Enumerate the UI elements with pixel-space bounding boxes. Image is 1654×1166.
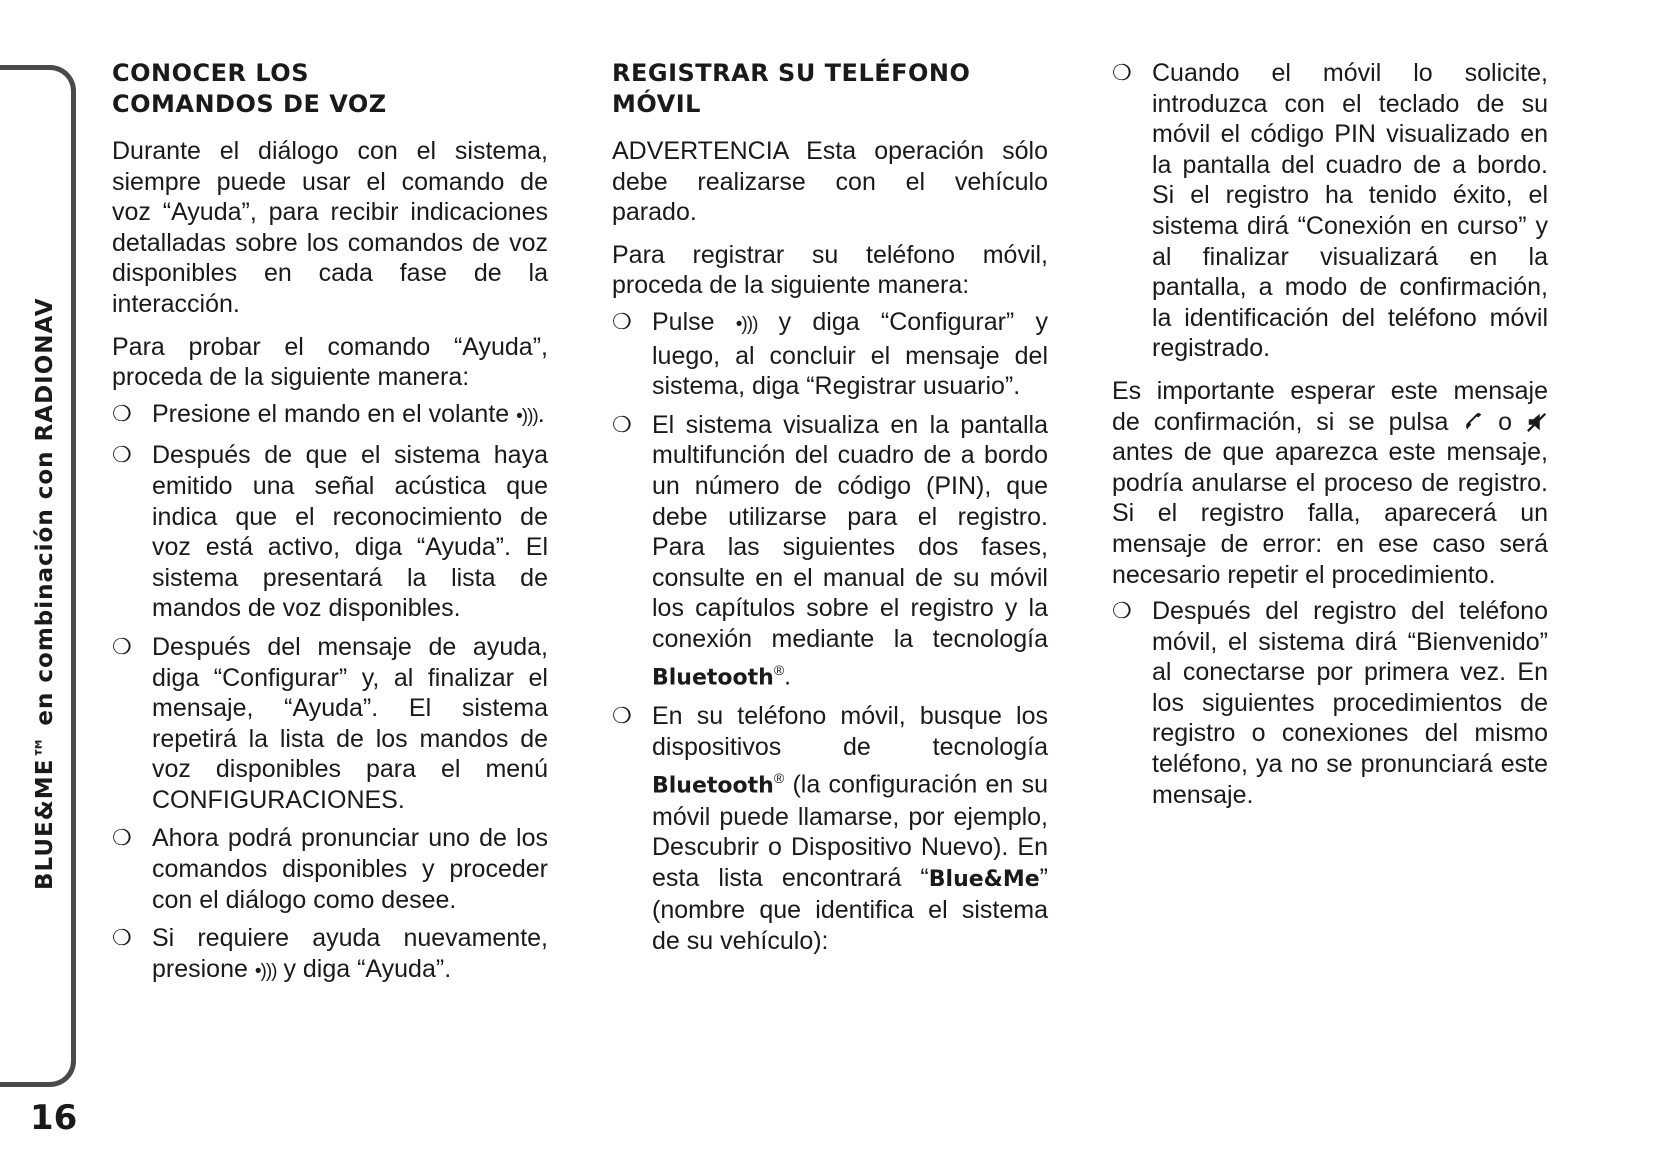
warning-paragraph: ADVERTENCIA Esta operación sólo debe realizarse con el vehículo parado. — [612, 137, 1048, 227]
list-item — [112, 823, 548, 915]
bullet-icon: ❍ — [612, 703, 632, 729]
list-item-text: Cuando el móvil lo solicite, introduzca con el teclado de su móvil el código PIN visualizado en la pantalla del cuadro de a bordo. Si el registro ha tenido éxito, el sistema dirá “Conexión en curso” y al finalizar visualizará en la pantalla, a modo de confirmación, la identificación del teléfono móvil registrado. — [1152, 59, 1548, 363]
list-item-text: El sistema visualiza en la pantalla multifunción del cuadro de a bordo un número de código (PIN), que debe utilizarse para el registro. Para las siguientes dos fases, consulte en el manual de su móvil los capítulos sobre el registro y la conexión mediante la tecnología — [652, 410, 1048, 653]
paragraph-text: Es importante esperar este mensaje de confirmación, si se pulsa — [1112, 376, 1548, 436]
paragraph — [1112, 376, 1548, 590]
voice-button-icon: •))) — [735, 313, 758, 335]
list-item-text: Después de que el sistema haya emitido una señal acústica que indica que el reconocimiento de voz está activo, diga “Ayuda”. El sistema presentará la lista de mandos de voz disponibles. — [152, 441, 548, 623]
bullet-icon: ❍ — [612, 308, 632, 334]
list-item-text: y diga “Ayuda”. — [276, 954, 452, 983]
speaker-mute-icon — [1526, 411, 1548, 433]
paragraph: Para probar el comando “Ayuda”, proceda de la siguiente manera: — [112, 332, 548, 392]
page-number: 16 — [30, 1098, 78, 1138]
registered-mark: ® — [773, 661, 785, 678]
bluetooth-brand: Bluetooth — [652, 664, 774, 690]
side-tab-title: BLUE&ME™ en combinación con RADIONAV — [32, 297, 58, 890]
heading-line: CONOCER LOS — [112, 59, 309, 87]
list-item-text: Presione el mando en el volante — [152, 399, 517, 428]
bullet-icon: ❍ — [112, 400, 132, 426]
paragraph-text: antes de que aparezca este mensaje, podría anularse el proceso de registro. Si el registro falla, aparecerá un mensaje de error: en ese caso será necesario repetir el procedimiento. — [1112, 438, 1548, 589]
bullet-icon: ❍ — [112, 925, 132, 951]
heading-line: COMANDOS DE VOZ — [112, 90, 387, 118]
list-item-text: y diga “Configurar” y luego, al concluir el mensaje del sistema, diga “Registrar usuario”. — [652, 307, 1048, 401]
bullet-icon: ❍ — [1112, 598, 1132, 624]
list-item — [112, 399, 548, 433]
bluetooth-brand: Bluetooth — [652, 772, 774, 798]
voice-button-icon: •))) — [516, 405, 538, 427]
list-item — [112, 632, 548, 816]
column-1 — [112, 58, 548, 995]
paragraph-text: o — [1484, 407, 1526, 436]
paragraph: Durante el diálogo con el sistema, siempre puede usar el comando de voz “Ayuda”, para recibir indicaciones detalladas sobre los comandos de voz disponibles en cada fase de la interacción. — [112, 137, 548, 318]
list-item — [112, 923, 548, 987]
bullet-icon: ❍ — [612, 411, 632, 437]
section-heading-voice-commands — [112, 58, 548, 120]
list-item — [1112, 596, 1548, 810]
list-item-text: Si requiere ayuda nuevamente, presione — [152, 924, 548, 983]
list-item-text: Después del mensaje de ayuda, diga “Configurar” y, al finalizar el mensaje, “Ayuda”. El sistema repetirá la lista de los mandos de voz disponibles para el menú CONFIGURACIONES. — [152, 632, 548, 814]
section-heading-register-phone — [612, 58, 1048, 120]
list-item-text: En su teléfono móvil, busque los dispositivos de tecnología — [652, 702, 1048, 762]
bullet-icon: ❍ — [112, 825, 132, 851]
list-item-text: Ahora podrá pronunciar uno de los comandos disponibles y proceder con el diálogo como desee. — [152, 824, 548, 914]
paragraph: Para registrar su teléfono móvil, proceda de la siguiente manera: — [612, 240, 1048, 300]
voice-button-icon: •))) — [254, 960, 277, 982]
list-item — [612, 307, 1048, 402]
bullet-icon: ❍ — [112, 442, 132, 468]
list-item-text: . — [784, 661, 792, 690]
list-item-text: Después del registro del teléfono móvil, el sistema dirá “Bienvenido” al conectarse por primera vez. En los siguientes procedimientos de registro o conexiones del mismo teléfono, ya no se pronunciará este mensaje. — [1152, 597, 1548, 809]
list-item-text: (la configuración en su móvil puede llamarse, por ejemplo, Descubrir o Dispositivo Nuevo). En esta lista encontrará “ — [652, 769, 1048, 892]
list-item-text: ” (nombre que identifica el sistema de su vehículo): — [652, 863, 1048, 955]
column-2 — [612, 58, 1048, 965]
column-3 — [1112, 58, 1548, 818]
heading-line: MÓVIL — [612, 90, 701, 118]
bullet-icon: ❍ — [112, 633, 132, 659]
blueme-brand: Blue&Me — [928, 866, 1040, 892]
phone-handset-icon — [1462, 411, 1484, 433]
registered-mark: ® — [773, 769, 785, 786]
list-item — [112, 440, 548, 624]
list-item-text: Pulse — [652, 307, 736, 336]
list-item-text: . — [537, 399, 545, 428]
list-item — [1112, 58, 1548, 364]
list-item — [612, 410, 1048, 694]
bullet-icon: ❍ — [1112, 60, 1132, 85]
list-item — [612, 701, 1048, 956]
heading-line: REGISTRAR SU TELÉFONO — [612, 59, 971, 87]
